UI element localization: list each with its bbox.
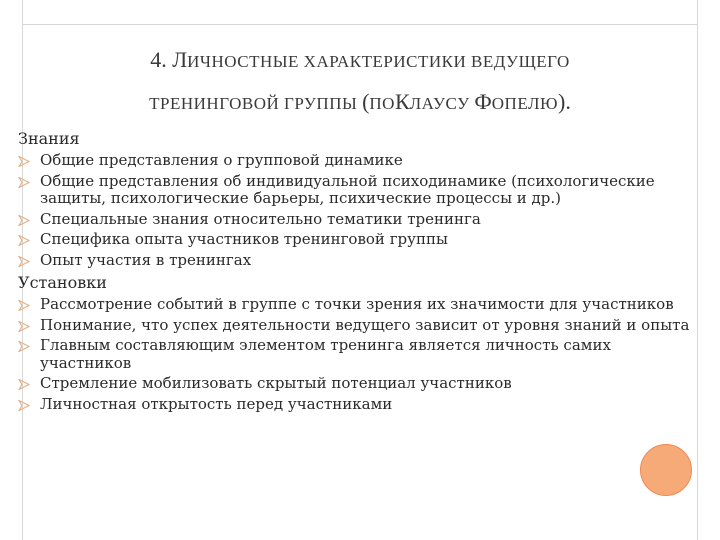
section-heading-attitudes: Установки: [18, 273, 107, 292]
list-item: Главным составляющим элементом тренинга является личность самих участников: [18, 337, 694, 372]
title-paren-close: ).: [558, 89, 571, 114]
list-item: Стремление мобилизовать скрытый потенциал участников: [18, 375, 694, 393]
arrow-bullet-icon: [18, 235, 30, 246]
list-item: Общие представления об индивидуальной психодинамике (психологические защиты, психологические барьеры, психические процессы и др.): [18, 173, 694, 208]
title-smallcaps-2: ТРЕНИНГОВОЙ ГРУППЫ: [149, 94, 363, 113]
top-frame-line: [22, 24, 698, 25]
title-number: 4.: [150, 47, 173, 72]
arrow-bullet-icon: [18, 341, 30, 352]
list-item: Рассмотрение событий в группе с точки зрения их значимости для участников: [18, 296, 694, 314]
arrow-bullet-icon: [18, 256, 30, 267]
list-item: Специальные знания относительно тематики тренинга: [18, 211, 694, 229]
list-item: Понимание, что успех деятельности ведущего зависит от уровня знаний и опыта: [18, 317, 694, 335]
slide-content: [18, 128, 694, 416]
arrow-bullet-icon: [18, 400, 30, 411]
list-item: Общие представления о групповой динамике: [18, 152, 694, 170]
section-heading-knowledge: Знания: [18, 129, 80, 148]
title-cap-f: Ф: [474, 89, 492, 114]
title-smallcaps-1: ИЧНОСТНЫЕ ХАРАКТЕРИСТИКИ ВЕДУЩЕГО: [187, 52, 570, 71]
right-frame-line: [697, 0, 698, 540]
title-smallcaps-po: ПО: [369, 94, 395, 113]
arrow-bullet-icon: [18, 300, 30, 311]
title-paren-open: (: [362, 89, 370, 114]
arrow-bullet-icon: [18, 177, 30, 188]
title-cap-l: Л: [172, 47, 188, 72]
arrow-bullet-icon: [18, 215, 30, 226]
arrow-bullet-icon: [18, 379, 30, 390]
title-line-2: [30, 82, 690, 124]
title-smallcaps-opelyu: ОПЕЛЮ: [491, 94, 558, 113]
decorative-circle: [640, 444, 692, 496]
list-item: Специфика опыта участников тренинговой группы: [18, 231, 694, 249]
title-cap-k: К: [394, 89, 410, 114]
list-item: Личностная открытость перед участниками: [18, 396, 694, 414]
title-smallcaps-klausu: ЛАУСУ: [409, 94, 475, 113]
arrow-bullet-icon: [18, 321, 30, 332]
list-item: Опыт участия в тренингах: [18, 252, 694, 270]
arrow-bullet-icon: [18, 156, 30, 167]
title-line-1: [30, 40, 690, 82]
slide-title: [30, 40, 690, 124]
